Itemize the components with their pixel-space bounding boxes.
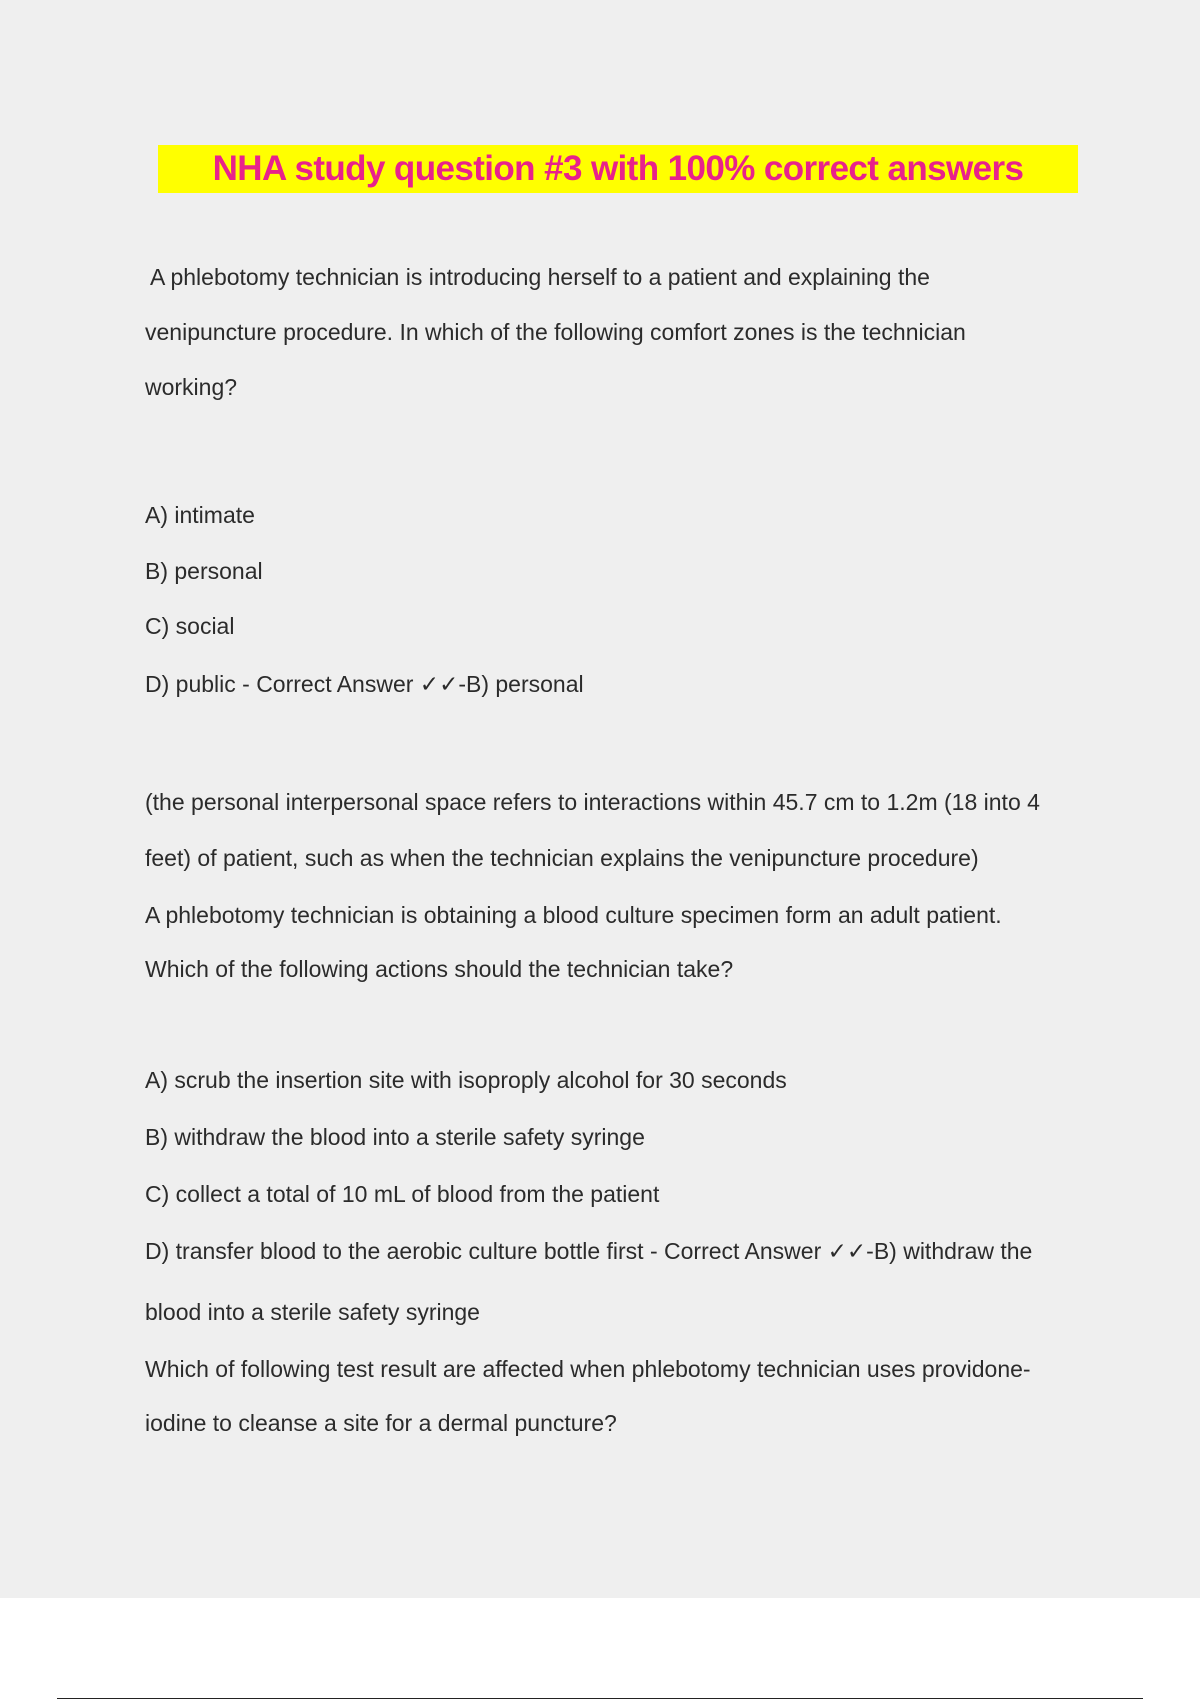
question-1-line-3: working? (145, 374, 238, 400)
question-2-option-c: C) collect a total of 10 mL of blood from the patient (145, 1181, 660, 1207)
question-2-option-d-answer: D) transfer blood to the aerobic culture bottle first - Correct Answer ✓✓-B) withdraw the (145, 1238, 1033, 1264)
bottom-divider (57, 1698, 1143, 1699)
question-2-option-a: A) scrub the insertion site with isoproply alcohol for 30 seconds (145, 1067, 787, 1093)
question-2-line-2: Which of the following actions should the technician take? (145, 956, 734, 982)
question-1-option-d-answer: D) public - Correct Answer ✓✓-B) personal (145, 671, 584, 697)
question-2-line-1: A phlebotomy technician is obtaining a blood culture specimen form an adult patient. (145, 902, 1002, 928)
question-1-line-1: A phlebotomy technician is introducing herself to a patient and explaining the (150, 264, 930, 290)
question-3-line-1: Which of following test result are affected when phlebotomy technician uses providone- (145, 1356, 1031, 1382)
question-1-option-b: B) personal (145, 558, 263, 584)
question-2-option-b: B) withdraw the blood into a sterile safety syringe (145, 1124, 645, 1150)
question-2-answer-continuation: blood into a sterile safety syringe (145, 1299, 480, 1325)
title-highlight (158, 145, 1078, 193)
question-1-explanation-line-2: feet) of patient, such as when the technician explains the venipuncture procedure) (145, 845, 979, 871)
question-1-option-c: C) social (145, 613, 235, 639)
question-1-option-a: A) intimate (145, 502, 255, 528)
question-3-line-2: iodine to cleanse a site for a dermal puncture? (145, 1410, 617, 1436)
question-1-line-2: venipuncture procedure. In which of the following comfort zones is the technician (145, 319, 966, 345)
question-1-explanation-line-1: (the personal interpersonal space refers to interactions within 45.7 cm to 1.2m (18 into 4 (145, 789, 1040, 815)
document-title: NHA study question #3 with 100% correct answers (212, 149, 1024, 188)
